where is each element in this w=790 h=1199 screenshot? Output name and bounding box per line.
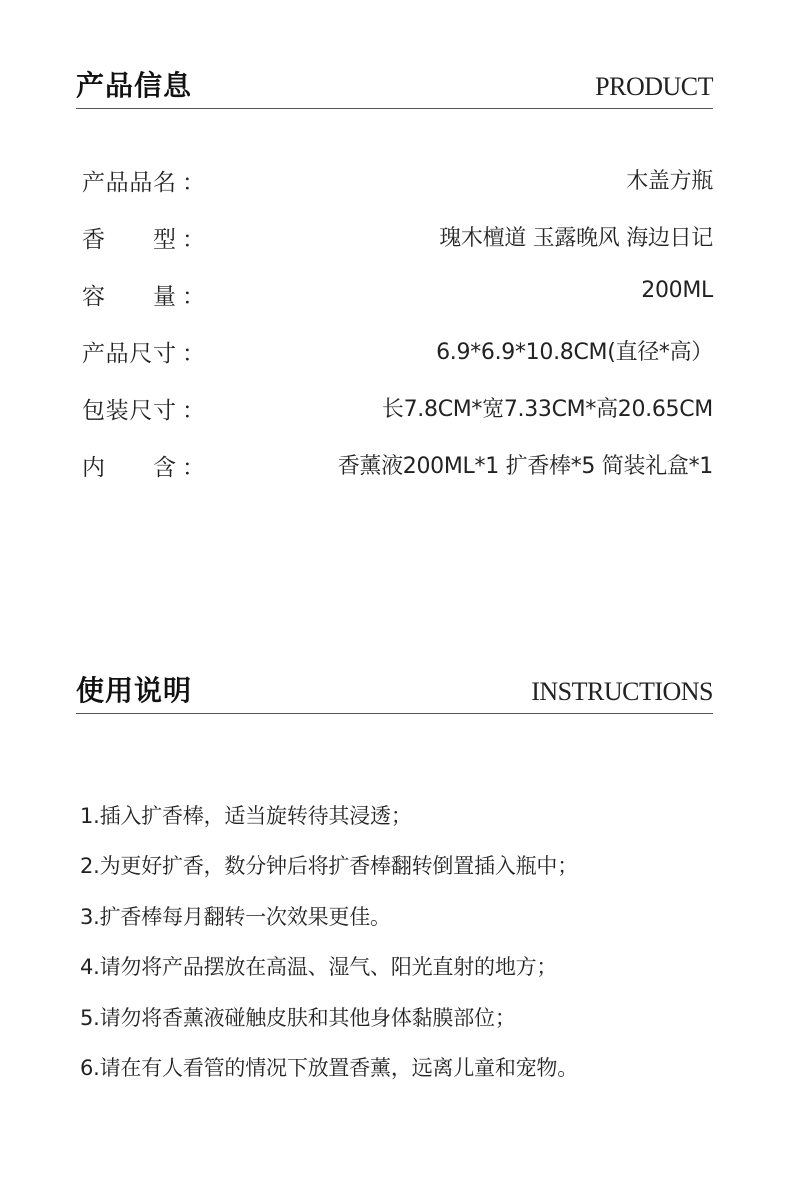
- spec-label: [82, 221, 176, 254]
- spec-label-char: 香: [82, 227, 105, 253]
- spec-label-char: 内: [82, 455, 105, 481]
- spec-colon: ：: [182, 170, 205, 196]
- instructions-section-title-en: INSTRUCTIONS: [531, 677, 713, 706]
- spec-label: [82, 449, 176, 482]
- spec-row: [82, 274, 713, 331]
- instruction-item: 5.请勿将香薰液碰触皮肤和其他身体黏膜部位；: [80, 1005, 516, 1030]
- spec-label-char: 名: [152, 170, 176, 196]
- instructions-section-title: 使用说明: [76, 674, 193, 707]
- instruction-item: 2.为更好扩香，数分钟后将扩香棒翻转倒置插入瓶中；: [80, 854, 579, 879]
- instructions-section-header: [76, 668, 713, 714]
- spec-label: [82, 392, 176, 425]
- spec-label-char: 品: [105, 170, 129, 196]
- spec-value: 200ML: [641, 278, 713, 303]
- instruction-item: 6.请在有人看管的情况下放置香薰，远离儿童和宠物。: [80, 1055, 579, 1080]
- instructions-list: [80, 800, 710, 1102]
- spec-colon: ：: [182, 455, 205, 481]
- spec-row: [82, 445, 713, 502]
- spec-label-char: 品: [105, 341, 129, 367]
- spec-row: [82, 160, 713, 217]
- spec-label-char: 包: [82, 398, 105, 424]
- spec-value: 6.9*6.9*10.8CM(直径*高）: [436, 340, 713, 365]
- spec-value: 瑰木檀道 玉露晚风 海边日记: [439, 226, 713, 251]
- instruction-item: 3.扩香棒每月翻转一次效果更佳。: [80, 904, 391, 929]
- spec-colon: ：: [182, 398, 205, 424]
- spec-label-char: 尺: [129, 341, 153, 367]
- product-section-title: 产品信息: [76, 69, 193, 102]
- spec-colon: ：: [182, 341, 205, 367]
- spec-row: [82, 388, 713, 445]
- spec-colon: ：: [182, 284, 205, 310]
- spec-label-char: 品: [129, 170, 153, 196]
- spec-value: 香薰液200ML*1 扩香棒*5 简装礼盒*1: [337, 454, 713, 479]
- spec-label-char: 尺: [129, 398, 153, 424]
- spec-label-char: 含: [153, 455, 176, 481]
- spec-label-char: 容: [82, 284, 105, 310]
- spec-value: 木盖方瓶: [626, 169, 713, 194]
- spec-label: [82, 164, 176, 197]
- spec-label-char: 量: [153, 284, 176, 310]
- spec-colon: ：: [182, 227, 205, 253]
- spec-label-char: 装: [105, 398, 129, 424]
- spec-value: 长7.8CM*宽7.33CM*高20.65CM: [381, 397, 713, 422]
- product-section-header: [76, 60, 713, 109]
- spec-label-char: 型: [153, 227, 176, 253]
- instruction-item: 1.插入扩香棒，适当旋转待其浸透；: [80, 804, 412, 828]
- product-spec-list: [82, 160, 713, 502]
- product-section-title-en: PRODUCT: [595, 72, 713, 101]
- spec-label-char: 寸: [152, 398, 176, 424]
- spec-label-char: 产: [82, 341, 105, 367]
- spec-label-char: 寸: [152, 341, 176, 367]
- spec-row: [82, 331, 713, 388]
- spec-label: [82, 335, 176, 368]
- spec-label: [82, 278, 176, 311]
- spec-row: [82, 217, 713, 274]
- instruction-item: 4.请勿将产品摆放在高温、湿气、阳光直射的地方；: [80, 955, 558, 980]
- spec-label-char: 产: [82, 170, 105, 196]
